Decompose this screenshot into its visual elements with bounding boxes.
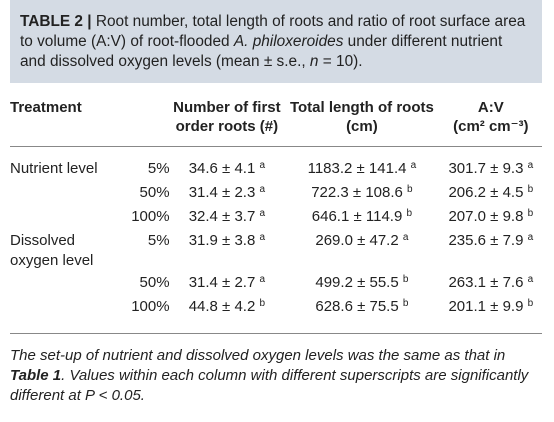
cell-av-value: 235.6 ± 7.9 bbox=[448, 232, 524, 249]
cell-level: 50% bbox=[139, 184, 170, 201]
cell-av-value: 207.0 ± 9.8 bbox=[448, 208, 524, 225]
cell-number-sup: a bbox=[259, 232, 266, 243]
footnote-table-reference[interactable]: Table 1 bbox=[10, 367, 62, 384]
cell-length-value: 722.3 ± 108.6 bbox=[311, 184, 403, 201]
cell-length-sup: b bbox=[402, 298, 409, 309]
cell-av-sup: b bbox=[527, 208, 534, 219]
table-label: TABLE 2 | bbox=[20, 13, 92, 30]
header-av-unit: (cm² cm⁻³) bbox=[453, 118, 529, 135]
header-row bbox=[10, 83, 542, 147]
header-av bbox=[440, 83, 542, 147]
cell-number bbox=[170, 207, 285, 231]
cell-length-sup: b bbox=[406, 208, 413, 219]
table-row bbox=[10, 147, 542, 184]
cell-length-value: 646.1 ± 114.9 bbox=[311, 208, 403, 225]
caption-species: A. philoxeroides bbox=[233, 33, 344, 50]
cell-length bbox=[284, 183, 440, 207]
cell-treatment: Nutrient level bbox=[10, 160, 98, 177]
cell-av-sup: b bbox=[527, 184, 534, 195]
footnote-text-before: The set-up of nutrient and dissolved oxygen levels was the same as that in bbox=[10, 347, 506, 364]
cell-number-sup: b bbox=[259, 298, 266, 309]
cell-treatment bbox=[10, 273, 125, 297]
cell-level: 100% bbox=[125, 297, 170, 334]
cell-treatment bbox=[10, 183, 125, 207]
cell-length-value: 499.2 ± 55.5 bbox=[315, 274, 399, 291]
cell-number bbox=[170, 147, 285, 184]
cell-av bbox=[440, 183, 542, 207]
cell-av bbox=[440, 297, 542, 334]
cell-av bbox=[440, 147, 542, 184]
cell-number bbox=[170, 273, 285, 297]
cell-av-sup: b bbox=[527, 298, 534, 309]
cell-av-sup: a bbox=[527, 232, 534, 243]
cell-length-value: 269.0 ± 47.2 bbox=[315, 232, 399, 249]
cell-av-value: 301.7 ± 9.3 bbox=[448, 160, 524, 177]
cell-level: 5% bbox=[147, 160, 170, 177]
cell-number-sup: a bbox=[259, 274, 266, 285]
cell-treatment: Dissolved oxygen level bbox=[10, 232, 94, 269]
table-row bbox=[10, 273, 542, 297]
cell-level: 100% bbox=[131, 208, 170, 225]
caption-text-before: Root number, total length of roots and ratio of root surface area to volume (A:V) of root-flooded bbox=[20, 13, 526, 50]
header-number: Number of first order roots (#) bbox=[170, 83, 285, 147]
cell-number-sup: a bbox=[259, 208, 266, 219]
cell-length-sup: b bbox=[407, 184, 413, 195]
caption-n-symbol: n bbox=[309, 53, 319, 70]
cell-number-sup: a bbox=[259, 184, 266, 195]
cell-treatment bbox=[10, 297, 125, 334]
cell-number-value: 31.4 ± 2.3 bbox=[188, 184, 256, 201]
cell-number-value: 31.9 ± 3.8 bbox=[188, 232, 256, 249]
cell-av-value: 201.1 ± 9.9 bbox=[448, 298, 524, 315]
cell-number-value: 31.4 ± 2.7 bbox=[188, 274, 256, 291]
cell-av-sup: a bbox=[527, 160, 534, 171]
cell-number-value: 32.4 ± 3.7 bbox=[188, 208, 256, 225]
cell-length bbox=[284, 207, 440, 231]
header-treatment: Treatment bbox=[10, 83, 125, 147]
header-length: Total length of roots (cm) bbox=[284, 83, 440, 147]
cell-number bbox=[170, 297, 285, 334]
table-row bbox=[10, 231, 542, 273]
cell-number bbox=[170, 231, 285, 273]
cell-length-sup: b bbox=[402, 274, 409, 285]
cell-number-value: 34.6 ± 4.1 bbox=[188, 160, 256, 177]
cell-av bbox=[440, 273, 542, 297]
cell-av-sup: a bbox=[527, 274, 534, 285]
cell-number-sup: a bbox=[259, 160, 266, 171]
cell-treatment bbox=[10, 207, 125, 231]
cell-length bbox=[284, 231, 440, 273]
footnote-text-after: . Values within each column with different superscripts are significantly different at P < 0.05. bbox=[10, 367, 529, 404]
cell-av-value: 206.2 ± 4.5 bbox=[448, 184, 524, 201]
cell-av bbox=[440, 207, 542, 231]
cell-length-value: 628.6 ± 75.5 bbox=[315, 298, 399, 315]
table-footnote bbox=[10, 346, 542, 406]
table-caption bbox=[10, 0, 542, 83]
cell-length bbox=[284, 297, 440, 334]
table-row bbox=[10, 183, 542, 207]
header-av-label: A:V bbox=[477, 99, 504, 116]
data-table bbox=[10, 83, 542, 334]
cell-length-sup: a bbox=[402, 232, 409, 243]
header-level bbox=[125, 83, 170, 147]
cell-length bbox=[284, 273, 440, 297]
cell-length bbox=[284, 147, 440, 184]
cell-level: 5% bbox=[147, 232, 170, 249]
cell-av-value: 263.1 ± 7.6 bbox=[448, 274, 524, 291]
cell-number bbox=[170, 183, 285, 207]
cell-level: 50% bbox=[139, 274, 170, 291]
cell-length-value: 1183.2 ± 141.4 bbox=[307, 160, 407, 177]
cell-av bbox=[440, 231, 542, 273]
caption-n-value: = 10). bbox=[322, 53, 363, 70]
caption-text-after: under different nutrient and dissolved oxygen levels (mean ± s.e., bbox=[20, 33, 503, 70]
cell-length-sup: a bbox=[410, 160, 417, 171]
table-row bbox=[10, 207, 542, 231]
cell-number-value: 44.8 ± 4.2 bbox=[188, 298, 256, 315]
table-row bbox=[10, 297, 542, 334]
